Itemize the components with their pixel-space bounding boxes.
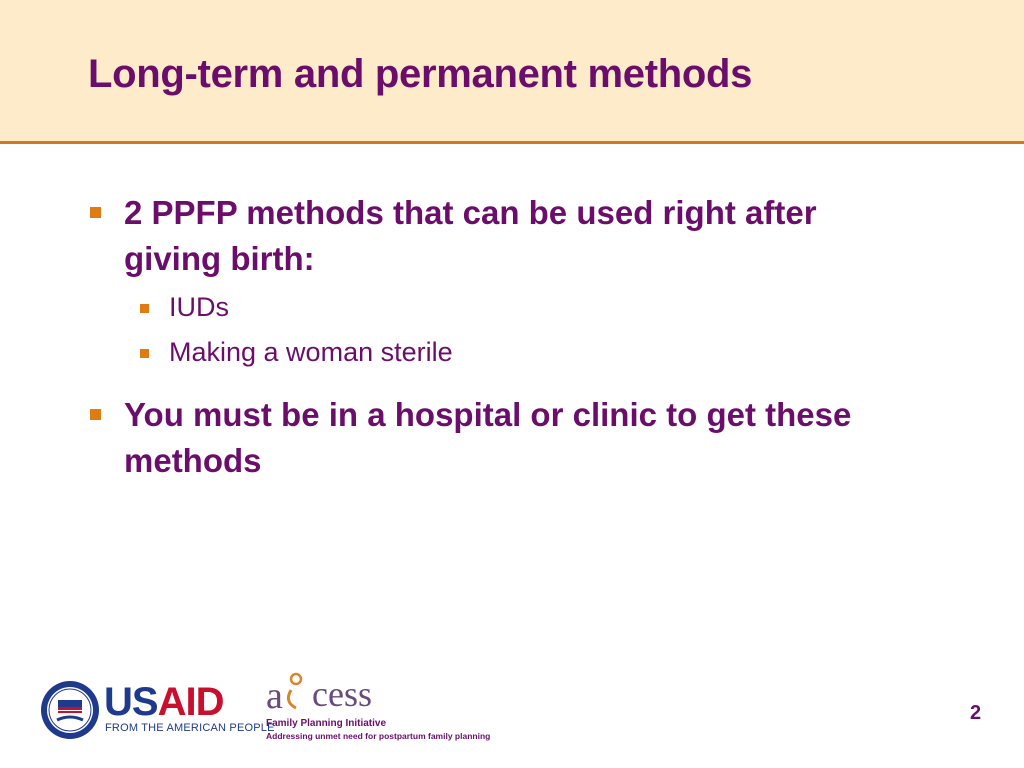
square-bullet-icon (140, 304, 149, 313)
access-program-name: Family Planning Initiative (266, 718, 387, 729)
access-program-tagline: Addressing unmet need for postpartum family planning (266, 731, 491, 741)
usaid-logo-us: US (104, 680, 158, 724)
sub-bullet-text: Making a woman sterile (169, 337, 453, 367)
square-bullet-icon (90, 409, 101, 420)
access-wordmark: cess (312, 674, 372, 714)
square-bullet-icon (90, 207, 101, 218)
sub-bullet-item (140, 335, 840, 369)
usaid-logo (104, 682, 223, 722)
usaid-seal-icon (40, 680, 100, 740)
bullet-text: You must be in a hospital or clinic to get these methods (124, 396, 852, 479)
title-band (0, 0, 1024, 144)
page-number: 2 (970, 702, 982, 724)
usaid-tagline: FROM THE AMERICAN PEOPLE (105, 722, 275, 734)
bullet-text: 2 PPFP methods that can be used right after giving birth: (124, 194, 817, 277)
svg-text:a: a (266, 675, 283, 716)
sub-bullet-item (140, 290, 840, 324)
slide-title: Long-term and permanent methods (88, 52, 753, 96)
usaid-logo-aid: AID (157, 680, 224, 724)
sub-bullet-text: IUDs (169, 292, 229, 322)
bullet-item (90, 392, 910, 484)
square-bullet-icon (140, 349, 149, 358)
bullet-item (90, 190, 910, 282)
